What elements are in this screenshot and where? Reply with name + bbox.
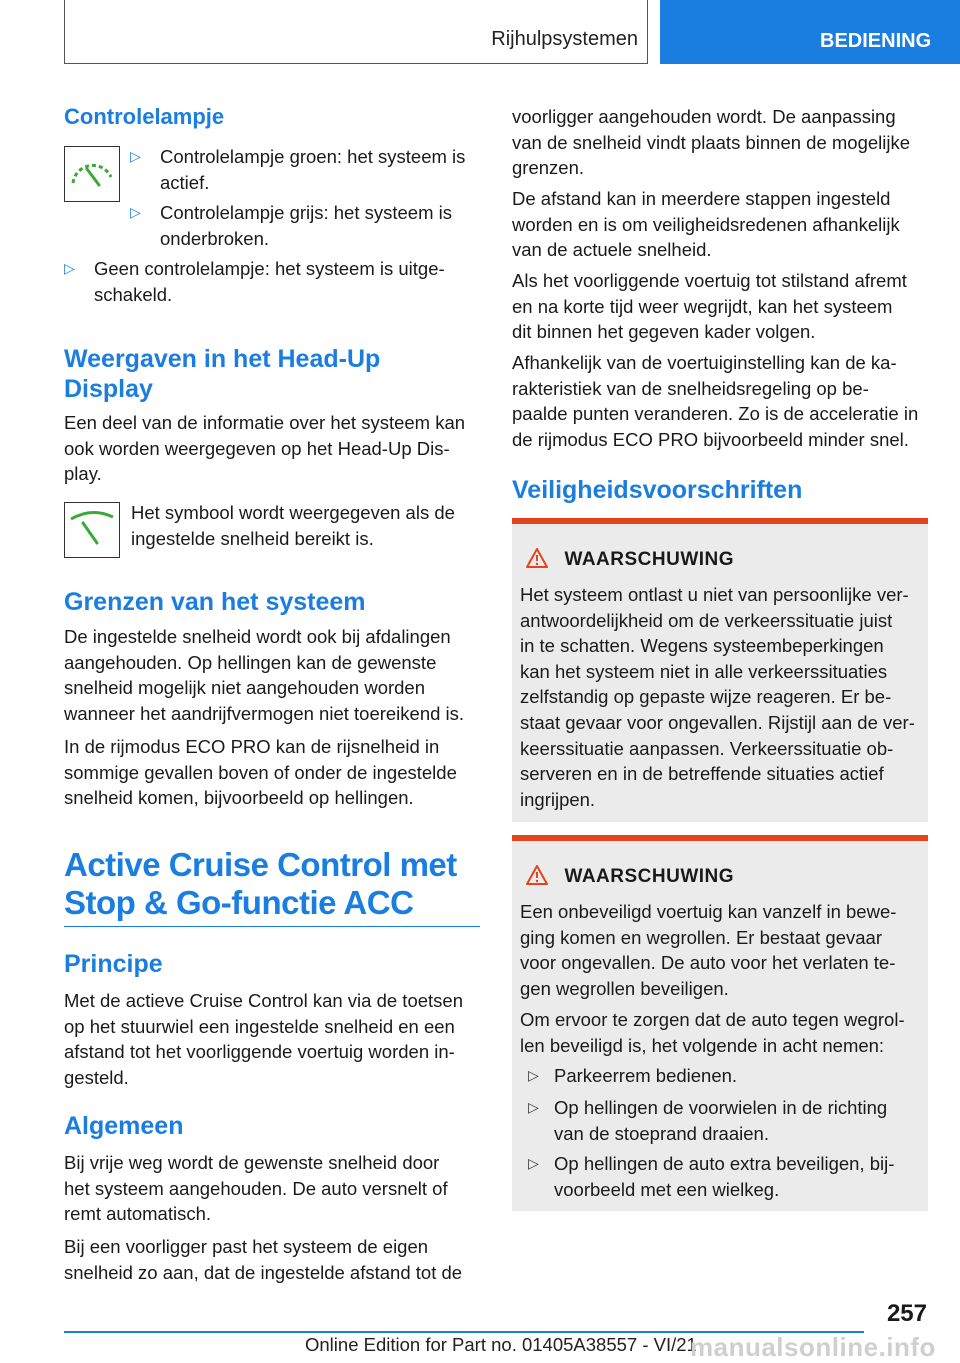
list-item: ▷ Op hellingen de auto extra beveiligen, bij- voorbeeld met een wielkeg. bbox=[528, 1153, 895, 1200]
triangle-right-icon: ▷ bbox=[64, 260, 75, 276]
headup-paragraph: Een deel van de informatie over het systeem kan ook worden weergegeven op het Head-Up Dis- play. bbox=[64, 412, 466, 485]
grenzen-paragraph-2: In de rijmodus ECO PRO kan de rijsnelheid in sommige gevallen boven of onder de ingestelde snelheid komen, bijvoorbeeld op hellingen. bbox=[64, 736, 457, 809]
warning-box-2 bbox=[512, 835, 928, 1211]
heading-controlelampje: Controlelampje bbox=[64, 104, 225, 129]
grenzen-paragraph-1: De ingestelde snelheid wordt ook bij afdalingen aangehouden. Op hellingen kan de gewenste snelheid mogelijk niet aangehouden worden wanneer het aandrijfvermogen niet toereikend is. bbox=[64, 626, 465, 724]
warning-header: WAARSCHUWING bbox=[526, 865, 734, 888]
page-number: 257 bbox=[886, 1300, 927, 1327]
heading-acc: Active Cruise Control met Stop & Go-functie ACC bbox=[64, 846, 457, 921]
algemeen-paragraph-1: Bij vrije weg wordt de gewenste snelheid door het systeem aangehouden. De auto versnelt of remt automatisch. bbox=[64, 1152, 448, 1225]
warning-header: WAARSCHUWING bbox=[526, 548, 734, 571]
right-paragraph-1: voorligger aangehouden wordt. De aanpassing van de snelheid vindt plaats binnen de mogelijke grenzen. bbox=[512, 106, 911, 179]
heading-algemeen: Algemeen bbox=[64, 1112, 184, 1140]
hud-speed-symbol-icon bbox=[64, 502, 120, 558]
algemeen-paragraph-2: Bij een voorligger past het systeem de eigen snelheid zo aan, dat de ingestelde afstand tot de bbox=[64, 1236, 463, 1283]
edition-text: Online Edition for Part no. 01405A38557 - VI/21 bbox=[305, 1334, 697, 1355]
warning-triangle-icon bbox=[526, 548, 548, 568]
list-item: ▷ Controlelampje grijs: het systeem is onderbroken. bbox=[130, 202, 452, 249]
acc-divider bbox=[64, 926, 480, 927]
warning-box-1 bbox=[512, 518, 928, 822]
warning-text: Een onbeveiligd voertuig kan vanzelf in bewe- ging komen en wegrollen. Er bestaat gevaar voor ongevallen. De auto voor het verlaten te- gen wegrollen beveiligen. bbox=[520, 901, 897, 999]
triangle-right-icon: ▷ bbox=[528, 1067, 539, 1083]
right-paragraph-3: Als het voorliggende voertuig tot stilstand afremt en na korte tijd weer wegrijdt, kan het systeem dit binnen het gegeven kader volgen. bbox=[512, 270, 907, 343]
warning-triangle-icon bbox=[526, 865, 548, 885]
heading-principe: Principe bbox=[64, 950, 163, 978]
headup-symbol-text: Het symbool wordt weergegeven als de ingestelde snelheid bereikt is. bbox=[131, 502, 455, 549]
list-item: ▷ Parkeerrem bedienen. bbox=[528, 1063, 944, 1089]
list-item: ▷ Op hellingen de voorwielen in de richting van de stoeprand draaien. bbox=[528, 1097, 888, 1144]
list-item: ▷ Geen controlelampje: het systeem is uitge- schakeld. bbox=[64, 258, 445, 305]
triangle-right-icon: ▷ bbox=[130, 204, 141, 220]
right-paragraph-2: De afstand kan in meerdere stappen ingesteld worden en is om veiligheidsredenen afhankelijk van de actuele snelheid. bbox=[512, 188, 900, 261]
triangle-right-icon: ▷ bbox=[528, 1099, 539, 1115]
watermark: manualsonline.info bbox=[690, 1332, 936, 1362]
heading-grenzen: Grenzen van het systeem bbox=[64, 588, 366, 616]
heading-veiligheid: Veiligheidsvoorschriften bbox=[512, 476, 803, 504]
triangle-right-icon: ▷ bbox=[528, 1155, 539, 1171]
principe-paragraph: Met de actieve Cruise Control kan via de toetsen op het stuurwiel een ingestelde snelheid en een afstand tot het voorliggende voertuig worden in- gesteld. bbox=[64, 990, 463, 1088]
list-item: ▷ Controlelampje groen: het systeem is actief. bbox=[130, 146, 466, 193]
triangle-right-icon: ▷ bbox=[130, 148, 141, 164]
chapter-tab: BEDIENING bbox=[660, 0, 960, 64]
acc-speedometer-icon bbox=[64, 146, 120, 202]
right-paragraph-4: Afhankelijk van de voertuiginstelling kan de ka- rakteristiek van de snelheidsregeling op be- paalde punten veranderen. Zo is de acceleratie in de rijmodus ECO PRO bijvoorbeeld minder snel. bbox=[512, 352, 919, 450]
section-title: Rijhulpsystemen bbox=[491, 28, 638, 50]
warning-text: Om ervoor te zorgen dat de auto tegen wegrol- len beveiligd is, het volgende in acht nemen: bbox=[520, 1009, 905, 1056]
warning-text: Het systeem ontlast u niet van persoonlijke ver- antwoordelijkheid om de verkeerssituatie juist in te schatten. Wegens systeembeperkingen kan het systeem niet in alle verkeerssituaties zelfstandig op gepaste wijze reageren. Er be- staat gevaar voor ongevallen. Rijstijl aan de ver- keerssituatie aanpassen. Verkeerssituatie ob- serveren en in de betreffende situaties actief ingrijpen. bbox=[520, 584, 915, 810]
heading-headup: Weergaven in het Head-Up Display bbox=[64, 345, 381, 403]
